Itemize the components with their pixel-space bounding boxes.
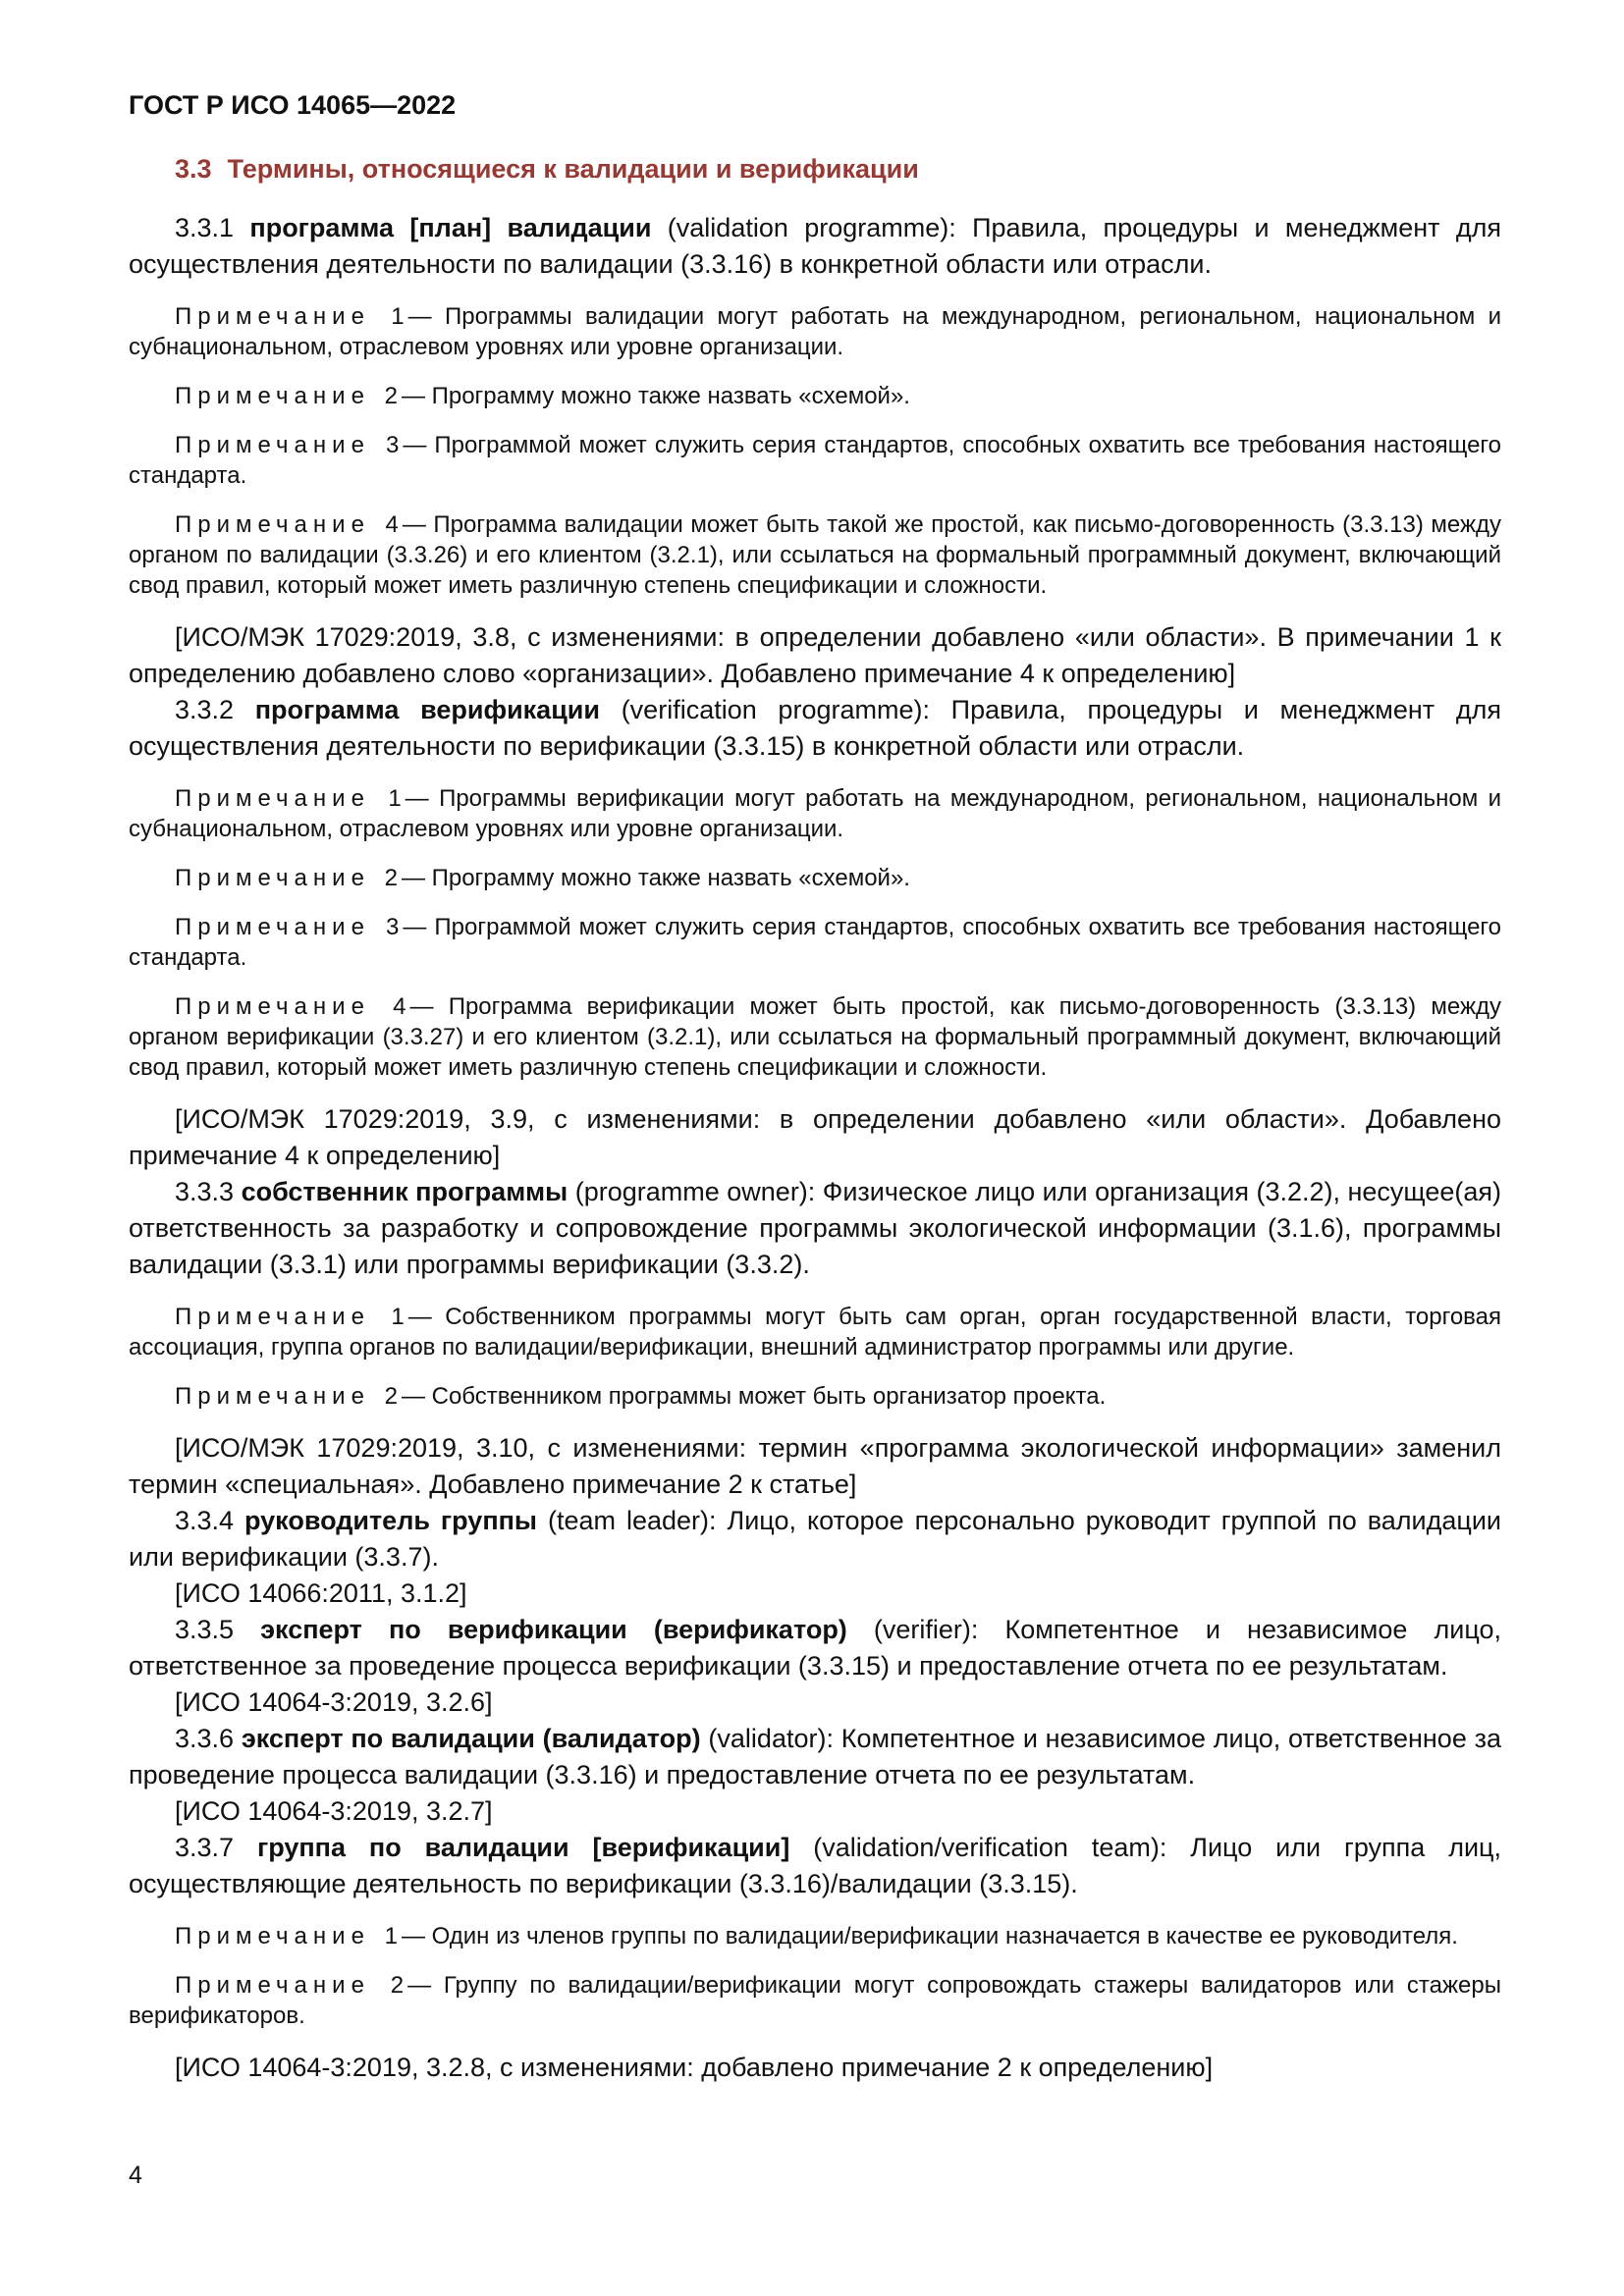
document-content xyxy=(129,210,1501,2086)
note-label: Примечание xyxy=(175,865,370,891)
note-number: 1 xyxy=(377,303,405,330)
term-definition: (validation/verification team): Лицо или группа лиц, осуществляющие деятельность по верификации (3.3.16)/валидации (3.3.15). xyxy=(129,1833,1501,1898)
note-number: 3 xyxy=(377,914,400,940)
term-number: 3.3.3 xyxy=(175,1177,242,1206)
note-3 xyxy=(129,912,1501,973)
note-number: 2 xyxy=(377,865,398,891)
page-number: 4 xyxy=(129,2162,142,2189)
term-entry-3.3.5 xyxy=(129,1612,1501,1684)
section-number: 3.3 xyxy=(175,154,212,184)
note-label: Примечание xyxy=(175,383,370,409)
term-entry-3.3.7 xyxy=(129,1830,1501,1902)
note-number: 2 xyxy=(377,383,398,409)
term-number: 3.3.7 xyxy=(175,1833,257,1862)
note-2 xyxy=(129,381,1501,411)
source-reference: [ИСО 14064-3:2019, 3.2.8, с изменениями: добавлено примечание 2 к определению] xyxy=(175,2053,1214,2082)
note-label: Примечание xyxy=(175,1972,370,1999)
note-label: Примечание xyxy=(175,914,370,940)
term-name: программа [план] валидации xyxy=(249,213,652,242)
term-number: 3.3.4 xyxy=(175,1506,245,1535)
section-title-text: Термины, относящиеся к валидации и верификации xyxy=(227,154,919,184)
note-2 xyxy=(129,1970,1501,2031)
term-definition: (team leader): Лицо, которое персонально руководит группой по валидации или верификации (3.3.7). xyxy=(129,1506,1501,1572)
note-number: 2 xyxy=(377,1383,398,1410)
term-number: 3.3.1 xyxy=(175,213,250,242)
note-2 xyxy=(129,863,1501,893)
note-1 xyxy=(129,783,1501,844)
note-2 xyxy=(129,1381,1501,1412)
note-4 xyxy=(129,509,1501,601)
term-number: 3.3.6 xyxy=(175,1724,242,1753)
note-number: 2 xyxy=(377,1972,405,1999)
source-reference: [ИСО 14064-3:2019, 3.2.6] xyxy=(175,1687,493,1717)
note-number: 1 xyxy=(377,785,402,812)
term-entry-3.3.1 xyxy=(129,210,1501,283)
note-3 xyxy=(129,430,1501,491)
term-entry-3.3.3 xyxy=(129,1174,1501,1283)
note-number: 3 xyxy=(377,432,400,458)
note-text: — Программа верификации может быть простой, как письмо-договоренность (3.3.13) между органом верификации (3.3.27) и его клиентом (3.2.1), или ссылаться на формальный программный документ, включающий свод правил, который может иметь различную степень спецификации и сложности. xyxy=(129,993,1502,1081)
note-label: Примечание xyxy=(175,1383,370,1410)
note-number: 1 xyxy=(377,1304,405,1330)
note-1 xyxy=(129,1302,1501,1362)
source-reference: [ИСО/МЭК 17029:2019, 3.9, с изменениями: в определении добавлено «или области». Добавлено примечание 4 к определению] xyxy=(129,1104,1501,1170)
source-reference: [ИСО 14066:2011, 3.1.2] xyxy=(175,1578,467,1608)
term-number: 3.3.2 xyxy=(175,695,255,724)
note-number: 4 xyxy=(377,511,399,538)
source-reference: [ИСО/МЭК 17029:2019, 3.8, с изменениями: в определении добавлено «или области». В примечании 1 к определению добавлено слово «организации». Добавлено примечание 4 к определению] xyxy=(129,622,1501,688)
note-text: — Собственником программы может быть организатор проекта. xyxy=(401,1383,1107,1410)
term-number: 3.3.5 xyxy=(175,1615,261,1644)
source-reference: [ИСО/МЭК 17029:2019, 3.10, с изменениями: термин «программа экологической информации» заменил термин «специальная». Добавлено примечание 2 к статье] xyxy=(129,1433,1501,1499)
note-1 xyxy=(129,301,1501,362)
term-name: программа верификации xyxy=(254,695,600,724)
note-label: Примечание xyxy=(175,1304,370,1330)
section-title xyxy=(129,154,1501,185)
term-definition: (programme owner): Физическое лицо или организация (3.2.2), несущее(ая) ответственность за разработку и сопровождение программы экологической информации (3.1.6), программы валидации (3.3.1) или программы верификации (3.3.2). xyxy=(129,1177,1501,1279)
note-label: Примечание xyxy=(175,1923,370,1949)
term-name: эксперт по верификации (верификатор) xyxy=(260,1615,847,1644)
note-text: — Программой может служить серия стандартов, способных охватить все требования настоящего стандарта. xyxy=(129,914,1501,971)
term-name: эксперт по валидации (валидатор) xyxy=(241,1724,701,1753)
note-label: Примечание xyxy=(175,511,370,538)
term-entry-3.3.6 xyxy=(129,1721,1501,1793)
source-reference: [ИСО 14064-3:2019, 3.2.7] xyxy=(175,1796,493,1826)
term-entry-3.3.4 xyxy=(129,1503,1501,1575)
note-text: — Собственником программы могут быть сам орган, орган государственной власти, торговая ассоциация, группа органов по валидации/верификации, внешний администратор программы или другие. xyxy=(129,1304,1502,1361)
note-text: — Один из членов группы по валидации/верификации назначается в качестве ее руководителя. xyxy=(401,1923,1458,1949)
term-definition: (verification programme): Правила, процедуры и менеджмент для осуществления деятельности по верификации (3.3.15) в конкретной области или отрасли. xyxy=(129,695,1501,761)
note-label: Примечание xyxy=(175,785,370,812)
note-1 xyxy=(129,1921,1501,1951)
note-label: Примечание xyxy=(175,993,370,1020)
note-number: 4 xyxy=(377,993,406,1020)
note-text: — Программой может служить серия стандартов, способных охватить все требования настоящего стандарта. xyxy=(129,432,1501,489)
note-text: — Группу по валидации/верификации могут сопровождать стажеры валидаторов или стажеры верификаторов. xyxy=(129,1972,1502,2029)
term-entry-3.3.2 xyxy=(129,692,1501,765)
note-text: — Программы верификации могут работать на международном, региональном, национальном и субнациональном, отраслевом уровнях или уровне организации. xyxy=(129,785,1501,842)
note-text: — Программу можно также назвать «схемой». xyxy=(401,865,910,891)
term-name: группа по валидации [верификации] xyxy=(256,1833,790,1862)
term-definition: (validator): Компетентное и независимое лицо, ответственное за проведение процесса валидации (3.3.16) и предоставление отчета по ее результатам. xyxy=(129,1724,1502,1789)
note-text: — Программы валидации могут работать на международном, региональном, национальном и субнациональном, отраслевом уровнях или уровне организации. xyxy=(129,303,1502,360)
note-label: Примечание xyxy=(175,432,370,458)
term-name: собственник программы xyxy=(241,1177,568,1206)
note-text: — Программа валидации может быть такой же простой, как письмо-договоренность (3.3.13) между органом по валидации (3.3.26) и его клиентом (3.2.1), или ссылаться на формальный программный документ, включающий свод правил, который может иметь различную степень спецификации и сложности. xyxy=(129,511,1502,599)
document-header: ГОСТ Р ИСО 14065—2022 xyxy=(129,90,457,120)
term-definition: (validation programme): Правила, процедуры и менеджмент для осуществления деятельности по валидации (3.3.16) в конкретной области или отрасли. xyxy=(129,213,1501,279)
term-name: руководитель группы xyxy=(244,1506,537,1535)
note-text: — Программу можно также назвать «схемой». xyxy=(401,383,910,409)
note-label: Примечание xyxy=(175,303,370,330)
note-4 xyxy=(129,991,1501,1083)
term-definition: (verifier): Компетентное и независимое лицо, ответственное за проведение процесса верификации (3.3.15) и предоставление отчета по ее результатам. xyxy=(129,1615,1501,1681)
note-number: 1 xyxy=(377,1923,398,1949)
